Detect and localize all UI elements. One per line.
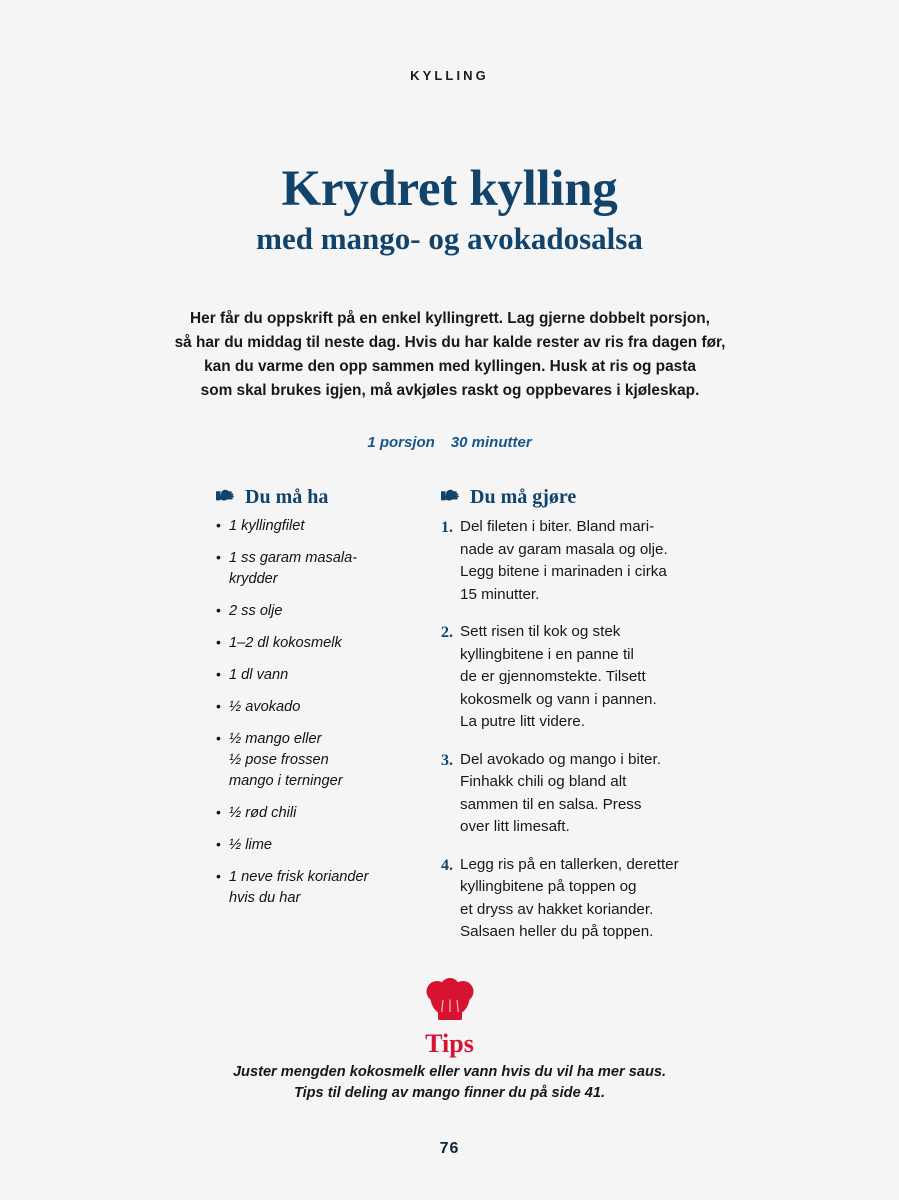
ingredient-line: hvis du har xyxy=(229,890,301,906)
step-text xyxy=(460,749,711,839)
step-line: et dryss av hakket koriander. xyxy=(460,900,654,918)
step-number: 3. xyxy=(441,751,453,769)
ingredient-line: • ½ lime xyxy=(229,837,272,853)
ingredient-line: krydder xyxy=(229,571,278,587)
step-line: La putre litt videre. xyxy=(460,713,585,730)
ingredient-line: • 1–2 dl kokosmelk xyxy=(229,635,342,651)
running-head: KYLLING xyxy=(410,68,489,83)
tips-line: Juster mengden kokosmelk eller vann hvis du vil ha mer saus. xyxy=(232,1063,667,1080)
step-line: Finhakk chili og bland alt xyxy=(460,773,627,790)
step-line: Salsaen heller du på toppen. xyxy=(460,923,654,940)
step-line: Legg bitene i marinaden i cirka xyxy=(460,563,667,580)
instructions-column xyxy=(441,486,711,959)
intro-line: Her får du oppskrift på en enkel kyllingrett. Lag gjerne dobbelt porsjon, xyxy=(190,310,710,327)
ingredient-item xyxy=(216,601,426,622)
instructions-heading-text: Du må gjøre xyxy=(470,486,577,508)
tips-line: Tips til deling av mango finner du på side 41. xyxy=(293,1084,606,1101)
instruction-step xyxy=(441,621,711,734)
ingredient-line: • 1 dl vann xyxy=(229,667,289,683)
recipe-columns xyxy=(0,486,899,966)
tips-title: Tips xyxy=(425,1029,474,1058)
ingredient-item xyxy=(216,835,426,856)
ingredient-line: mango i terninger xyxy=(229,773,343,789)
page-number: 76 xyxy=(439,1140,460,1157)
step-line: Sett risen til kok og stek xyxy=(460,623,621,640)
ingredient-item xyxy=(216,697,426,718)
step-line: Del fileten i biter. Bland mari- xyxy=(460,518,655,535)
pointing-hand-icon xyxy=(441,486,463,505)
ingredient-line: • 1 ss garam masala- xyxy=(229,550,358,566)
ingredients-heading-text: Du må ha xyxy=(245,486,329,508)
ingredient-line: • ½ rød chili xyxy=(229,805,297,821)
intro-line: kan du varme den opp sammen med kyllingen. Husk at ris og pasta xyxy=(204,358,696,375)
step-line: kokosmelk og vann i pannen. xyxy=(460,690,657,708)
step-line: kyllingbitene i en panne til xyxy=(460,645,634,663)
ingredient-item xyxy=(216,665,426,686)
step-number: 2. xyxy=(441,624,453,641)
ingredient-item xyxy=(216,548,426,590)
servings-label: 1 porsjon xyxy=(367,434,435,451)
ingredient-line: • ½ mango eller xyxy=(229,731,322,747)
tips-section xyxy=(0,978,899,1104)
time-label: 30 minutter xyxy=(450,434,532,451)
step-line: Legg ris på en tallerken, deretter xyxy=(460,855,679,873)
ingredient-line: • 2 ss olje xyxy=(229,603,283,619)
pointing-hand-icon xyxy=(216,486,238,505)
step-line: nade av garam masala og olje. xyxy=(460,540,668,558)
instruction-step xyxy=(441,854,711,944)
step-line: Del avokado og mango i biter. xyxy=(460,750,661,768)
intro-line: så har du middag til neste dag. Hvis du har kalde rester av ris fra dagen før, xyxy=(174,334,726,351)
ingredients-column xyxy=(216,486,426,920)
step-line: de er gjennomstekte. Tilsett xyxy=(460,668,646,685)
ingredient-line: • ½ avokado xyxy=(229,699,301,715)
step-line: kyllingbitene på toppen og xyxy=(460,878,637,895)
ingredient-item xyxy=(216,803,426,824)
tips-text xyxy=(0,1062,899,1104)
recipe-meta xyxy=(0,434,899,451)
intro-line: som skal brukes igjen, må avkjøles raskt og oppbevares i kjøleskap. xyxy=(200,382,700,399)
ingredient-line: • 1 neve frisk koriander xyxy=(229,869,369,885)
ingredient-item xyxy=(216,729,426,792)
recipe-title: Krydret kylling xyxy=(281,161,618,217)
instruction-step xyxy=(441,516,711,606)
step-number: 1. xyxy=(441,519,453,536)
ingredient-line: ½ pose frossen xyxy=(229,752,329,768)
instruction-step xyxy=(441,749,711,839)
ingredient-item xyxy=(216,633,426,654)
ingredient-line: • 1 kyllingfilet xyxy=(229,518,305,534)
step-line: over litt limesaft. xyxy=(460,818,570,835)
step-line: sammen til en salsa. Press xyxy=(460,795,642,813)
recipe-subtitle: med mango- og avokadosalsa xyxy=(256,221,643,256)
ingredient-item xyxy=(216,516,426,537)
instructions-list xyxy=(441,516,711,944)
recipe-intro xyxy=(140,307,760,403)
step-line: 15 minutter. xyxy=(460,585,540,603)
ingredient-item xyxy=(216,867,426,909)
step-text xyxy=(460,516,711,606)
step-text xyxy=(460,621,711,734)
step-text xyxy=(460,854,711,944)
ingredients-list xyxy=(216,516,426,909)
instructions-heading xyxy=(441,486,711,507)
step-number: 4. xyxy=(441,856,453,874)
chef-hat-icon xyxy=(0,978,899,1024)
ingredients-heading xyxy=(216,486,426,507)
